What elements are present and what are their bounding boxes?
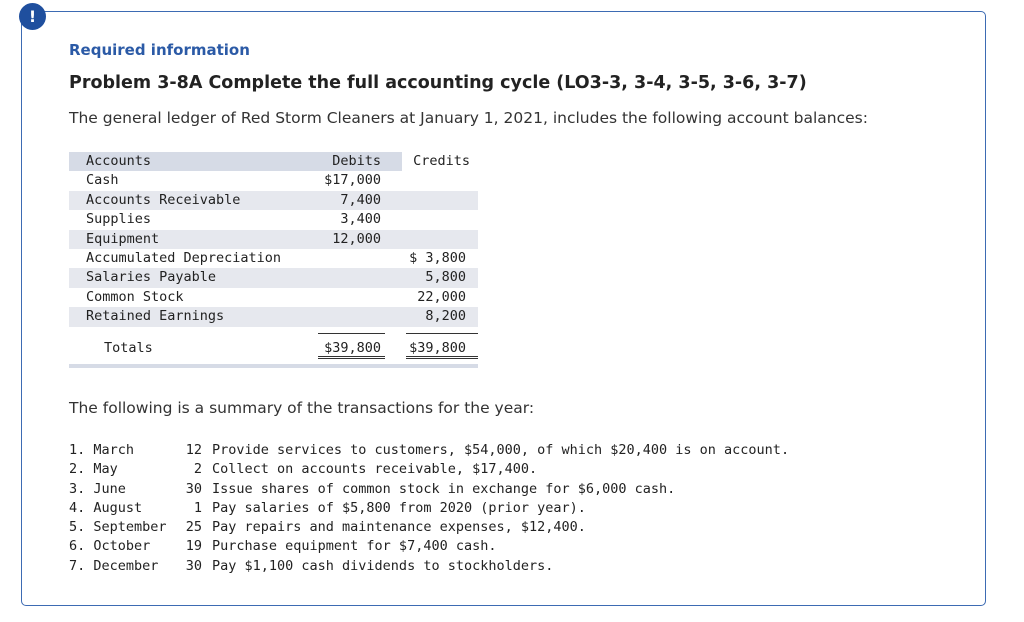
debit-amount: 7,400	[340, 191, 381, 208]
transaction-month: 5. September	[69, 519, 167, 536]
list-item	[69, 518, 969, 537]
transaction-description: Pay repairs and maintenance expenses, $12,400.	[212, 519, 586, 536]
credit-amount: 8,200	[425, 308, 466, 325]
list-item	[69, 460, 969, 479]
list-item	[69, 499, 969, 518]
transaction-month: 1. March	[69, 442, 135, 458]
problem-title: Problem 3-8A Complete the full accounting cycle (LO3-3, 3-4, 3-5, 3-6, 3-7)	[69, 73, 807, 93]
required-information-heading: Required information	[69, 41, 250, 59]
table-row	[69, 191, 478, 210]
transaction-description: Pay $1,100 cash dividends to stockholders.	[212, 557, 554, 574]
account-name: Equipment	[86, 230, 160, 247]
transaction-month: 3. June	[69, 480, 126, 497]
transaction-day: 2	[193, 461, 202, 478]
list-item	[69, 441, 969, 460]
account-balances-table	[69, 152, 478, 363]
debits-column-header: Debits	[332, 153, 381, 169]
transaction-description: Purchase equipment for $7,400 cash.	[212, 538, 497, 555]
transaction-day: 12	[185, 442, 202, 458]
list-item	[69, 557, 969, 576]
transaction-day: 19	[185, 538, 202, 555]
transaction-description: Issue shares of common stock in exchange for $6,000 cash.	[212, 480, 676, 497]
debit-amount: 3,400	[340, 211, 381, 228]
account-name: Common Stock	[86, 288, 184, 305]
debit-double-rule	[318, 356, 385, 359]
transaction-month: 4. August	[69, 499, 143, 516]
transaction-day: 1	[193, 499, 202, 516]
transaction-day: 30	[185, 557, 202, 574]
transactions-list	[69, 441, 969, 576]
debit-total: $39,800	[324, 339, 381, 356]
totals-label: Totals	[104, 339, 153, 356]
credit-total: $39,800	[409, 339, 466, 356]
account-name: Supplies	[86, 211, 152, 228]
table-row	[69, 249, 478, 268]
table-header-row	[69, 152, 478, 171]
alert-icon: !	[19, 3, 46, 30]
ledger-intro-text: The general ledger of Red Storm Cleaners at January 1, 2021, includes the following account balances:	[69, 109, 868, 127]
credit-amount: 5,800	[425, 269, 466, 286]
table-row	[69, 230, 478, 249]
table-row	[69, 171, 478, 190]
transaction-month: 6. October	[69, 538, 151, 555]
account-name: Salaries Payable	[86, 269, 217, 286]
account-name: Accumulated Depreciation	[86, 249, 282, 266]
credit-amount: 22,000	[417, 288, 466, 305]
transaction-day: 25	[185, 519, 202, 536]
table-row	[69, 268, 478, 287]
transaction-description: Collect on accounts receivable, $17,400.	[212, 461, 538, 478]
totals-row	[69, 333, 478, 363]
transaction-day: 30	[185, 480, 202, 497]
table-row	[69, 288, 478, 307]
transactions-intro-text: The following is a summary of the transactions for the year:	[69, 399, 535, 417]
account-name: Retained Earnings	[86, 308, 225, 325]
debit-amount: $17,000	[324, 172, 381, 189]
credit-amount: $ 3,800	[409, 249, 466, 266]
credit-double-rule	[406, 356, 478, 359]
table-row	[69, 210, 478, 229]
table-bottom-border	[69, 364, 478, 368]
table-row	[69, 307, 478, 326]
list-item	[69, 537, 969, 556]
accounts-column-header: Accounts	[86, 153, 152, 169]
account-name: Accounts Receivable	[86, 191, 241, 208]
transaction-description: Provide services to customers, $54,000, of which $20,400 is on account.	[212, 442, 790, 458]
transaction-month: 2. May	[69, 461, 118, 478]
transaction-description: Pay salaries of $5,800 from 2020 (prior year).	[212, 499, 586, 516]
credits-column-header: Credits	[402, 152, 478, 171]
transaction-month: 7. December	[69, 557, 159, 574]
account-name: Cash	[86, 172, 119, 189]
list-item	[69, 480, 969, 499]
debit-amount: 12,000	[332, 230, 381, 247]
